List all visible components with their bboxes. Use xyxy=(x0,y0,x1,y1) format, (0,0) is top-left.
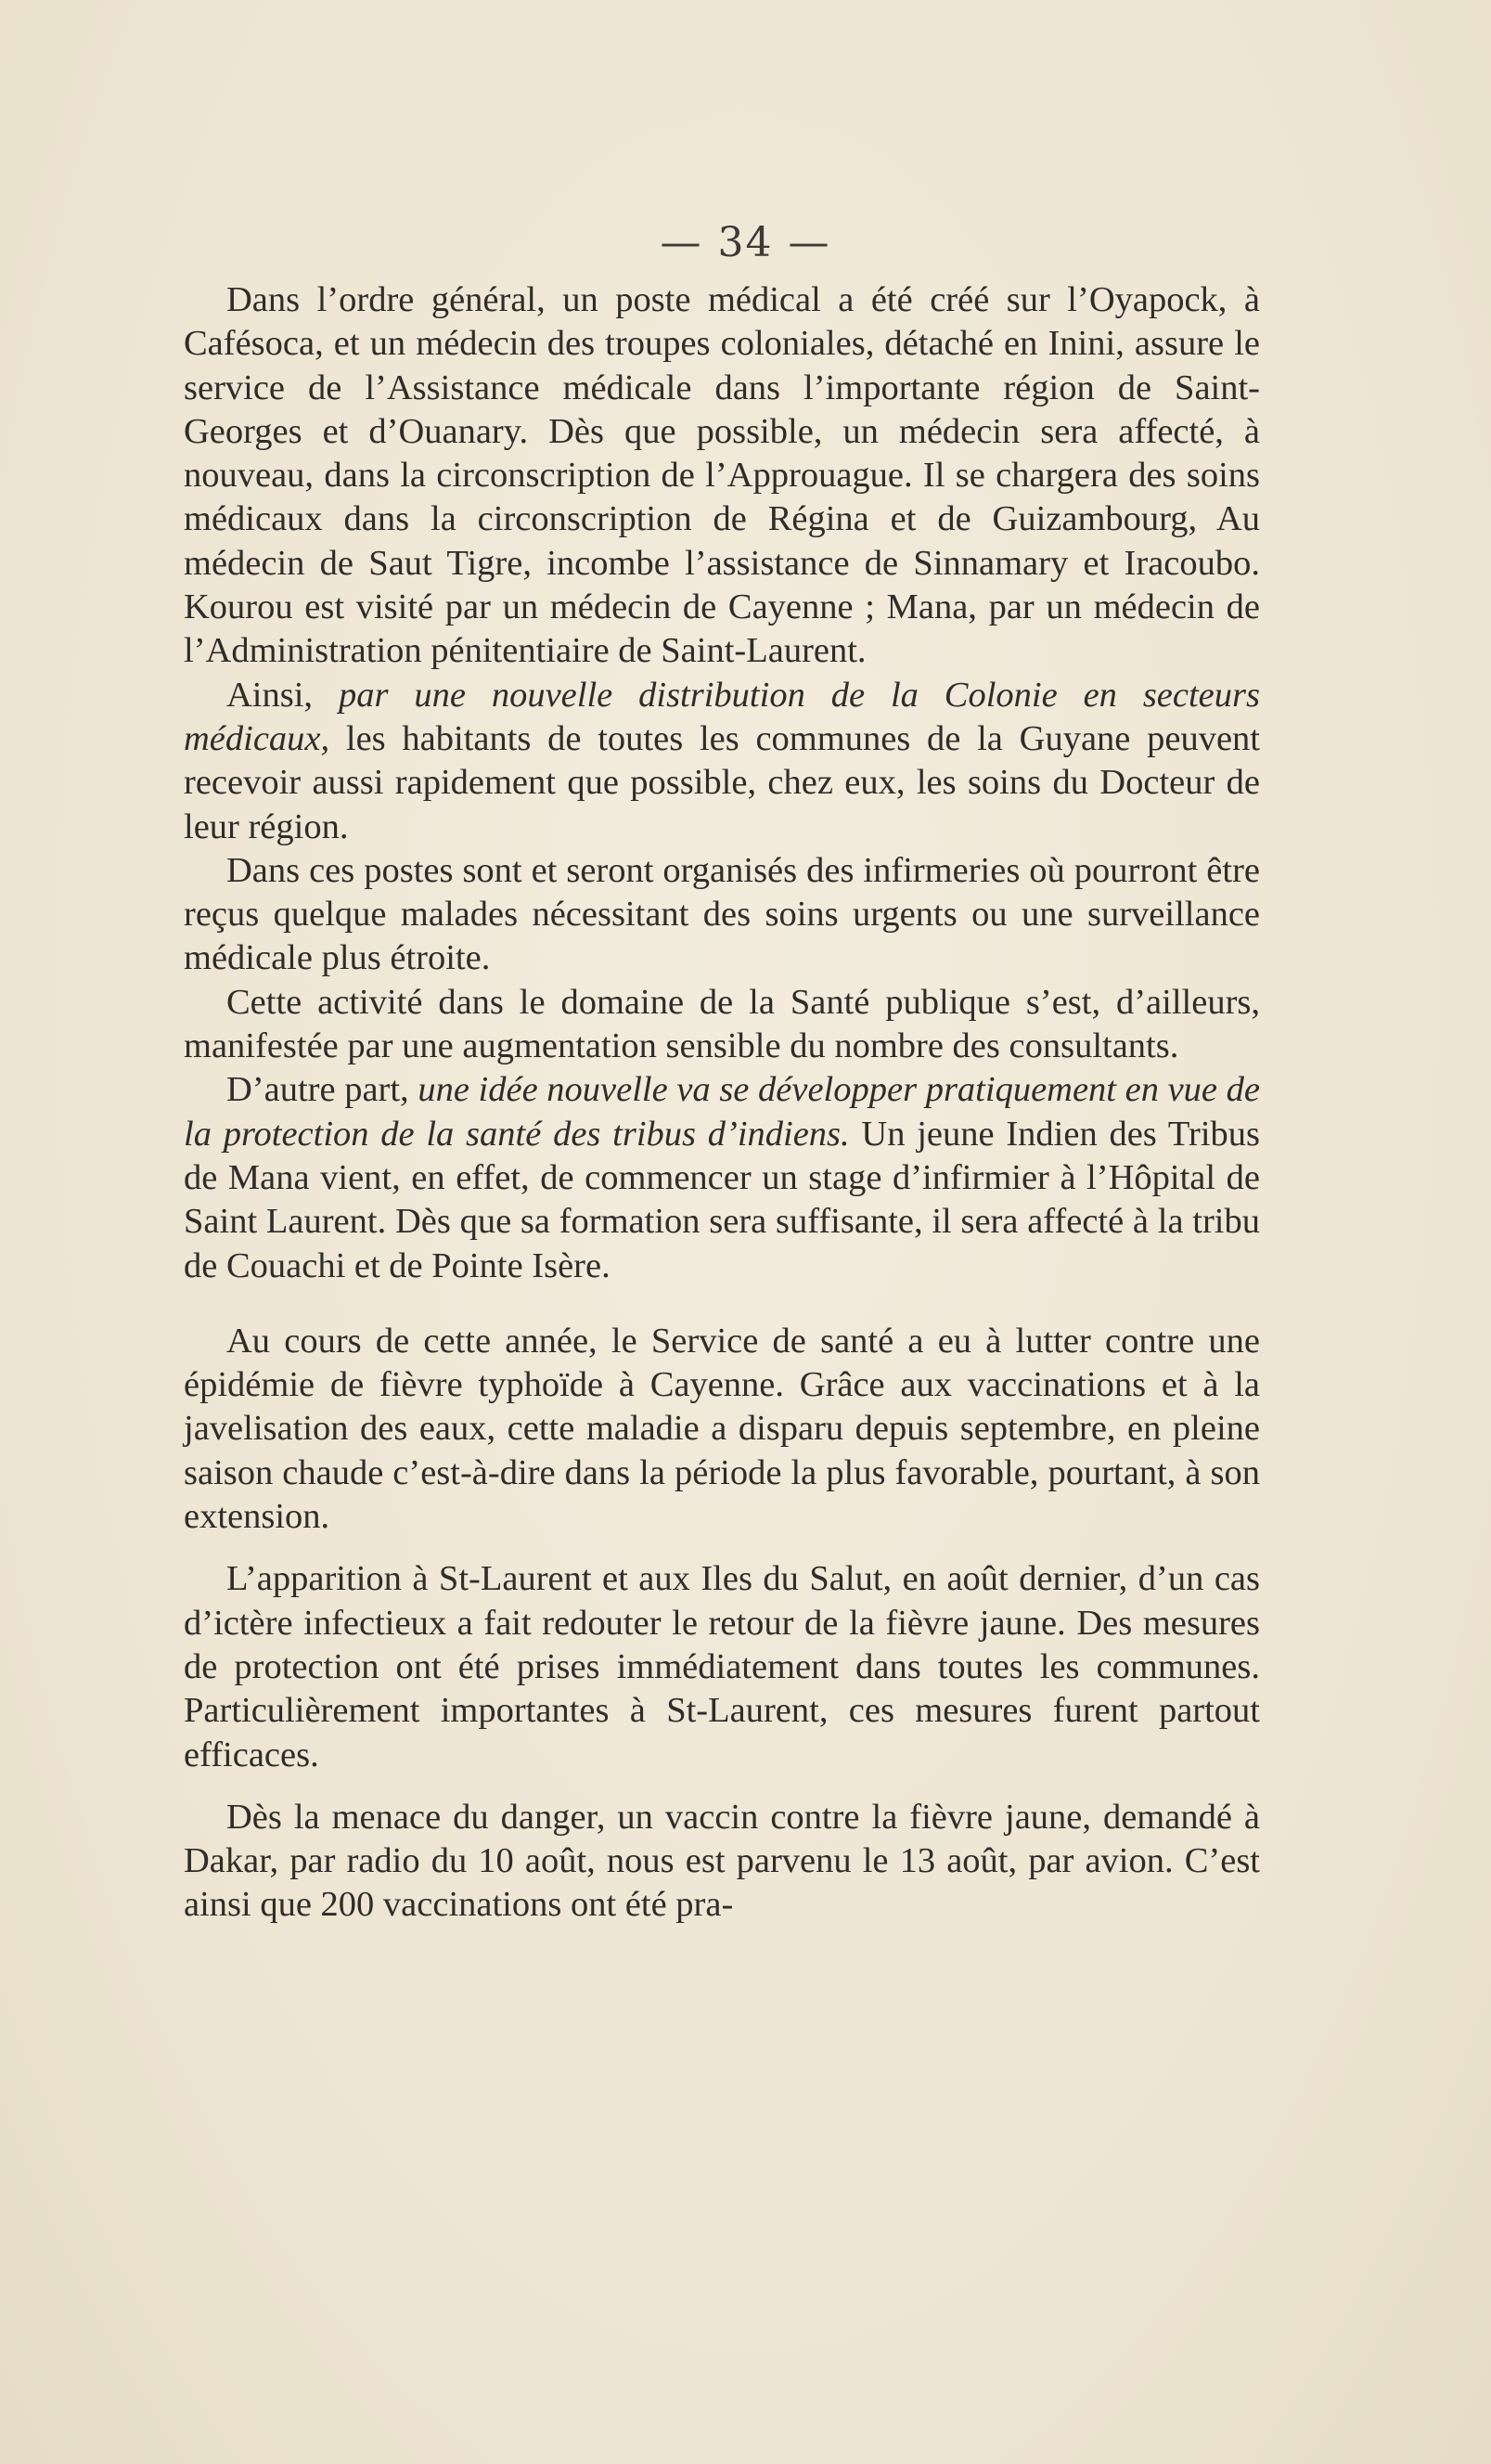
paragraph-1: Dans l’ordre général, un poste médical a été créé sur l’Oyapock, à Cafésoca, et un médecin des troupes coloniales, détaché en Inini, assure le service de l’Assistance médicale dans l’importante région de Saint-Georges et d’Ouanary. Dès que possible, un médecin sera affecté, à nouveau, dans la circonscription de l’Approuague. Il se chargera des soins médicaux dans la circonscription de Régina et de Guizambourg, Au médecin de Saut Tigre, incombe l’assistance de Sinnamary et Iracoubo. Kourou est visité par un médecin de Cayenne ; Mana, par un médecin de l’Administration pénitentiaire de Saint-Laurent. xyxy=(184,280,1260,671)
body-text xyxy=(184,278,1260,1928)
paragraph-2: Ainsi, par une nouvelle distribution de la Colonie en secteurs médicaux, les habitants de toutes les communes de la Guyane peuvent recevoir aussi rapidement que possible, chez eux, les soins du Docteur de leur région. xyxy=(184,675,1260,846)
paragraph-6: Au cours de cette année, le Service de santé a eu à lutter contre une épidémie de fièvre typhoïde à Cayenne. Grâce aux vaccinations et à la javelisation des eaux, cette maladie a disparu depuis septembre, en pleine saison chaude c’est-à-dire dans la période la plus favorable, pourtant, à son extension. xyxy=(184,1321,1260,1537)
paragraph-7: L’apparition à St-Laurent et aux Iles du Salut, en août dernier, d’un cas d’ictère infectieux a fait redouter le retour de la fièvre jaune. Des mesures de protection ont été prises immédiatement dans toutes les communes. Particulièrement importantes à St-Laurent, ces mesures furent partout efficaces. xyxy=(184,1559,1260,1774)
paragraph-3: Dans ces postes sont et seront organisés des infirmeries où pourront être reçus quelque malades nécessitant des soins urgents ou une surveillance médicale plus étroite. xyxy=(184,850,1260,978)
paragraph-4: Cette activité dans le domaine de la Santé publique s’est, d’ailleurs, manifestée par une augmentation sensible du nombre des consultants. xyxy=(184,982,1260,1066)
paragraph-5: D’autre part, une idée nouvelle va se développer pratiquement en vue de la protection de la santé des tribus d’indiens. Un jeune Indien des Tribus de Mana vient, en effet, de commencer un stage d’infirmier à l’Hôpital de Saint Laurent. Dès que sa formation sera suffisante, il sera affecté à la tribu de Couachi et de Pointe Isère. xyxy=(184,1070,1260,1285)
paragraph-8: Dès la menace du danger, un vaccin contre la fièvre jaune, demandé à Dakar, par radio du 10 août, nous est parvenu le 13 août, par avion. C’est ainsi que 200 vaccinations ont été pra- xyxy=(184,1797,1260,1925)
page-number: — 34 — xyxy=(660,219,831,266)
italic-phrase: une idée nouvelle va se développer pratiquement en vue de la protection de la santé des tribus d’indiens. xyxy=(184,1070,1260,1154)
italic-phrase: par une nouvelle distribution de la Colonie en secteurs médicaux, xyxy=(184,675,1260,758)
